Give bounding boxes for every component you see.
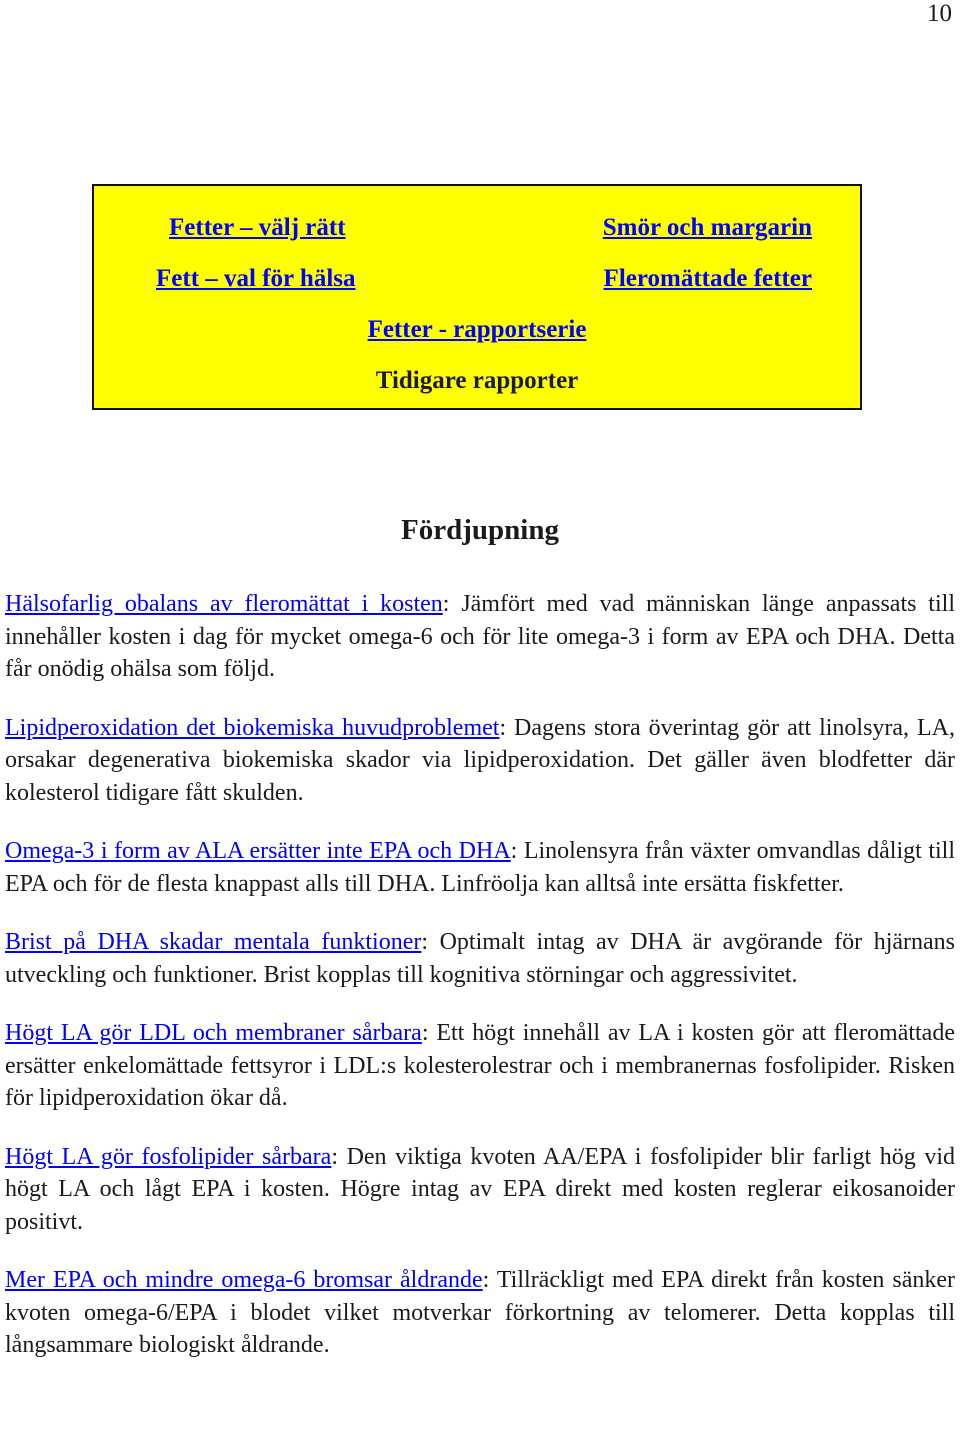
link-smor-och-margarin[interactable]: Smör och margarin bbox=[602, 214, 812, 241]
paragraph-link[interactable]: Omega-3 i form av ALA ersätter inte EPA och DHA bbox=[5, 838, 511, 864]
paragraph-link[interactable]: Lipidperoxidation det biokemiska huvudproblemet bbox=[5, 714, 500, 741]
paragraph bbox=[5, 1264, 955, 1362]
link-fleromattade-fetter[interactable]: Fleromättade fetter bbox=[603, 265, 812, 292]
paragraph bbox=[5, 1141, 955, 1239]
links-box bbox=[92, 184, 862, 410]
paragraph-link[interactable]: Hälsofarlig obalans av fleromättat i kosten bbox=[5, 591, 443, 617]
tidigare-rapporter-row bbox=[94, 367, 860, 395]
paragraph bbox=[5, 926, 955, 991]
article-body bbox=[5, 588, 955, 1388]
link-fetter-valj-ratt[interactable]: Fetter – välj rätt bbox=[169, 214, 346, 241]
paragraph-text: : Tillräckligt med EPA direkt från kosten sänker kvoten omega-6/EPA i blodet vilket motverkar förkortning av telomerer. Detta kopplas till långsammare biologiskt åldrande. bbox=[5, 1267, 956, 1358]
paragraph-text: : Dagens stora överintag gör att linolsyra, LA, orsakar degenerativa biokemiska skador via lipidperoxidation. Det gäller även blodfetter där kolesterol tidigare fått skulden. bbox=[5, 714, 955, 806]
paragraph-text: : Ett högt innehåll av LA i kosten gör att fleromättade ersätter enkelomättade fettsyror i LDL:s kolesterolestrar och i membranernas fosfolipider. Risken för lipidperoxidation ökar då. bbox=[5, 1020, 955, 1111]
paragraph-text: : Linolensyra från växter omvandlas dåligt till EPA och för de flesta knappast alls till DHA. Linfröolja kan alltså inte ersätta fiskfetter. bbox=[5, 838, 955, 897]
paragraph bbox=[5, 588, 955, 686]
link-fetter-rapportserie[interactable]: Fetter - rapportserie bbox=[367, 316, 587, 343]
paragraph bbox=[5, 712, 955, 810]
paragraph-link[interactable]: Mer EPA och mindre omega-6 bromsar åldrande bbox=[5, 1267, 483, 1293]
paragraph-text: : Jämfört med vad människan länge anpassats till innehåller kosten i dag för mycket omega-6 och för lite omega-3 i form av EPA och DHA. Detta får onödig ohälsa som följd. bbox=[5, 591, 955, 682]
paragraph-text: : Optimalt intag av DHA är avgörande för hjärnans utveckling och funktioner. Brist kopplas till kognitiva störningar och aggressivitet. bbox=[5, 929, 955, 988]
paragraph bbox=[5, 1017, 955, 1115]
tidigare-rapporter-label: Tidigare rapporter bbox=[375, 367, 579, 394]
paragraph bbox=[5, 835, 955, 900]
link-row-rapportserie bbox=[94, 316, 860, 344]
section-heading: Fördjupning bbox=[401, 514, 559, 546]
paragraph-text: : Den viktiga kvoten AA/EPA i fosfolipider blir farligt hög vid högt LA och lågt EPA i kosten. Högre intag av EPA direkt med kosten reglerar eikosanoider positivt. bbox=[5, 1143, 955, 1235]
paragraph-link[interactable]: Högt LA gör LDL och membraner sårbara bbox=[5, 1020, 422, 1046]
page-number: 10 bbox=[927, 0, 952, 27]
paragraph-link[interactable]: Högt LA gör fosfolipider sårbara bbox=[5, 1143, 332, 1170]
paragraph-link[interactable]: Brist på DHA skadar mentala funktioner bbox=[5, 929, 422, 955]
link-fett-val-for-halsa[interactable]: Fett – val för hälsa bbox=[156, 265, 356, 292]
